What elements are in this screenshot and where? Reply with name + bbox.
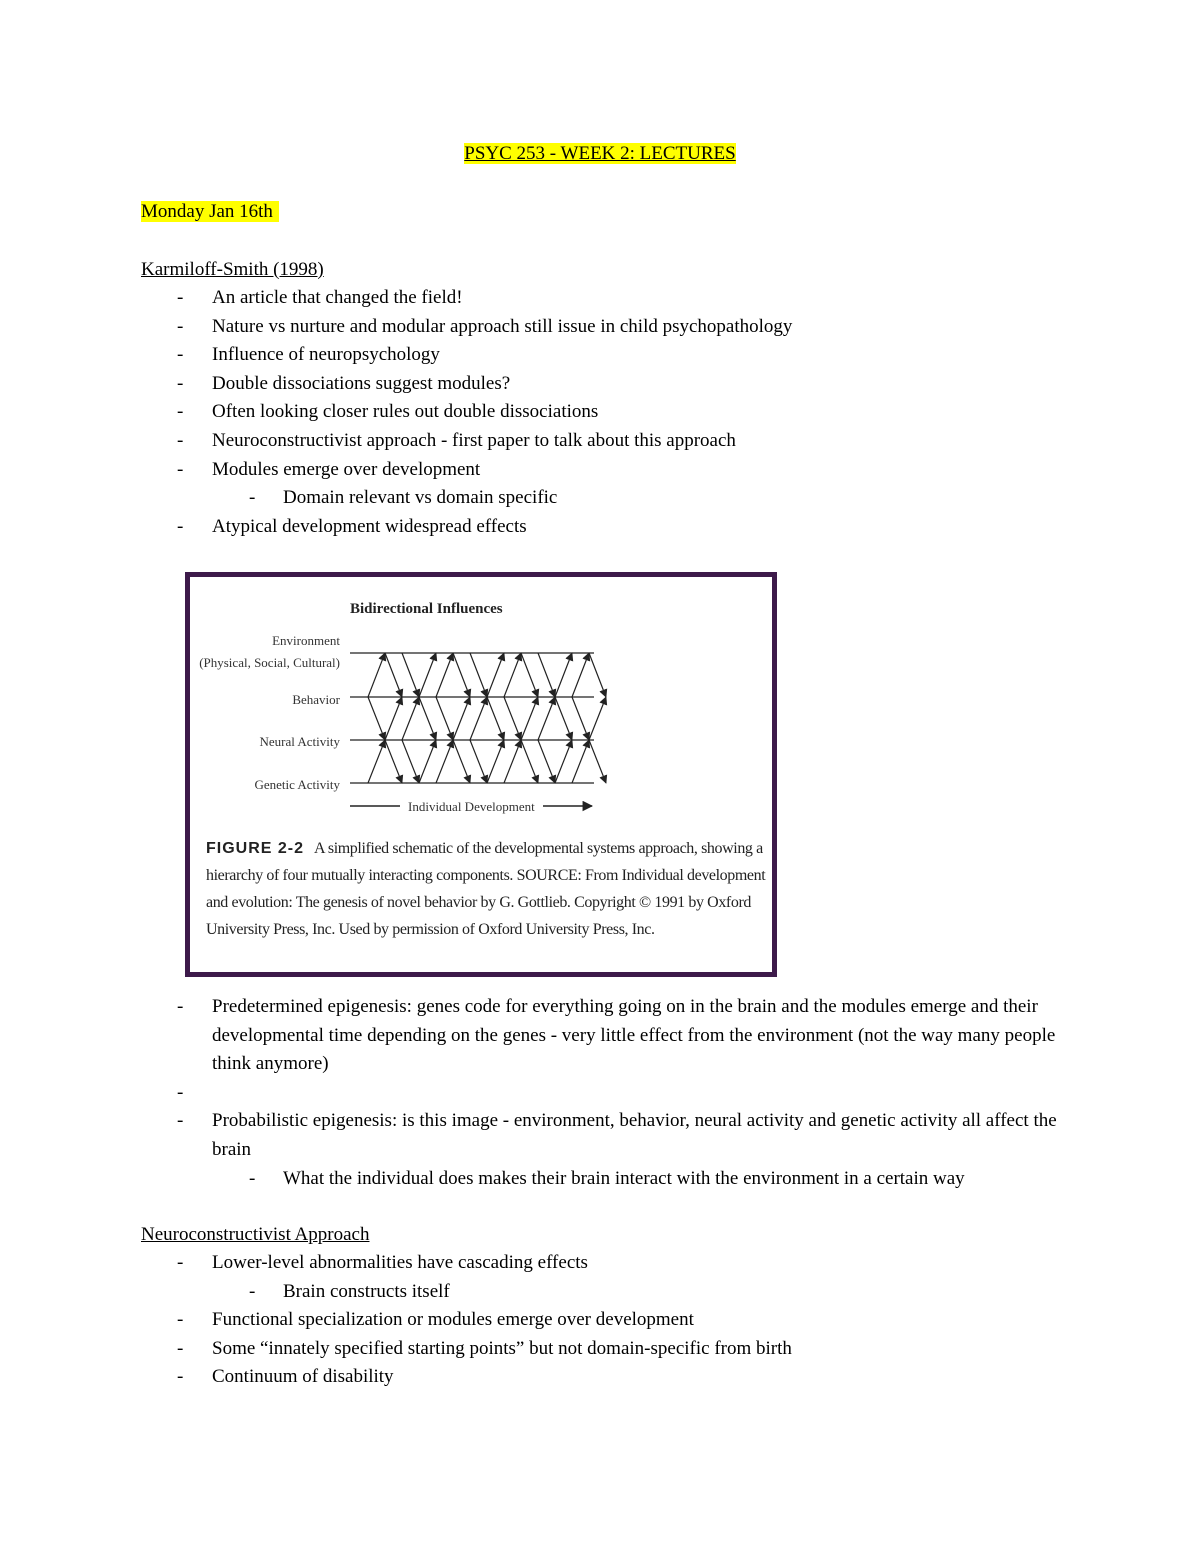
influence-arrow [436,740,453,783]
list-item: - Continuum of disability [141,1363,1081,1392]
influence-arrow [385,653,402,697]
influence-arrow [521,653,538,697]
influence-arrow [402,740,419,783]
influence-arrow [555,697,572,740]
section-heading-neuroconstructivist: Neuroconstructivist Approach [141,1224,370,1245]
list-item: - Often looking closer rules out double dissociations [141,398,1081,427]
list-subitem: - What the individual does makes their brain interact with the environment in a certain way [141,1165,1081,1194]
list-item: - Some “innately specified starting points” but not domain-specific from birth [141,1335,1081,1364]
influence-arrow [504,740,521,783]
section-heading-karmiloff-smith: Karmiloff-Smith (1998) [141,259,324,280]
list-subitem: - Brain constructs itself [141,1278,1081,1307]
list-item: - Influence of neuropsychology [141,341,1081,370]
influence-arrow [368,697,385,740]
level-label-neural-activity: Neural Activity [259,734,340,749]
level-label-environment: Environment [272,633,340,648]
interaction-lattice [350,653,606,783]
figure-caption-text: A simplified schematic of the developmental systems approach, showing a hierarchy of four mutually interacting components. SOURCE: From Individual development and evolution: The genesis of novel behavior by G. Gottlieb. Copyright © 1991 by Oxford University Press, Inc. Used by permission of Oxford University Press, Inc. [206,840,766,938]
influence-arrow [555,740,572,783]
figure-caption-label: FIGURE 2-2 [206,840,305,857]
influence-arrow [521,740,538,783]
developmental-systems-figure [185,572,777,977]
influence-arrow [555,653,572,697]
lecture-date: Monday Jan 16th [141,198,279,226]
influence-arrow [368,653,385,697]
influence-arrow [470,653,487,697]
influence-arrow [385,697,402,740]
influence-arrow [572,697,589,740]
list-item: - Predetermined epigenesis: genes code for everything going on in the brain and the modules emerge and their developmental time depending on the genes - very little effect from the environment (not the way many people think anymore) [141,993,1081,1079]
influence-arrow [487,740,504,783]
influence-arrow [487,697,504,740]
influence-arrow [368,740,385,783]
influence-arrow [504,653,521,697]
influence-arrow [436,697,453,740]
influence-arrow [470,697,487,740]
influence-arrow [402,697,419,740]
list-item: - Nature vs nurture and modular approach still issue in child psychopathology [141,313,1081,342]
influence-arrow [572,740,589,783]
influence-arrow [538,653,555,697]
figure-caption [206,835,766,943]
influence-arrow [538,697,555,740]
level-label-genetic-activity: Genetic Activity [254,777,340,792]
influence-arrow [453,697,470,740]
influence-arrow [436,653,453,697]
influence-arrow [572,653,589,697]
influence-arrow [589,740,606,783]
list-item [141,1079,1081,1108]
influence-arrow [453,653,470,697]
epigenesis-list [141,993,1081,1193]
influence-arrow [589,697,606,740]
list-item: - Modules emerge over development [141,456,1081,485]
development-axis-label: Individual Development [408,799,535,814]
list-item: - Neuroconstructivist approach - first paper to talk about this approach [141,427,1081,456]
influence-arrow [504,697,521,740]
influence-arrow [538,740,555,783]
list-item: - An article that changed the field! [141,284,1081,313]
influence-arrow [419,653,436,697]
influence-arrow [453,740,470,783]
diagram-heading: Bidirectional Influences [350,601,503,617]
level-label-behavior: Behavior [292,692,340,707]
neuroconstructivist-list [141,1249,1081,1392]
influence-arrow [419,697,436,740]
list-item: - Lower-level abnormalities have cascading effects [141,1249,1081,1278]
page-title: PSYC 253 - WEEK 2: LECTURES [464,143,736,164]
list-item: - Probabilistic epigenesis: is this image - environment, behavior, neural activity and genetic activity all affect the brain [141,1107,1081,1164]
karmiloff-smith-list [141,284,1081,541]
influence-arrow [402,653,419,697]
list-subitem: - Domain relevant vs domain specific [141,484,1081,513]
influence-arrow [385,740,402,783]
list-item: - Atypical development widespread effects [141,513,1081,542]
level-label-environment-sub: (Physical, Social, Cultural) [199,655,340,670]
list-item: - Double dissociations suggest modules? [141,370,1081,399]
influence-arrow [419,740,436,783]
influence-arrow [589,653,606,697]
influence-arrow [470,740,487,783]
influence-arrow [521,697,538,740]
list-item: - Functional specialization or modules emerge over development [141,1306,1081,1335]
influence-arrow [487,653,504,697]
